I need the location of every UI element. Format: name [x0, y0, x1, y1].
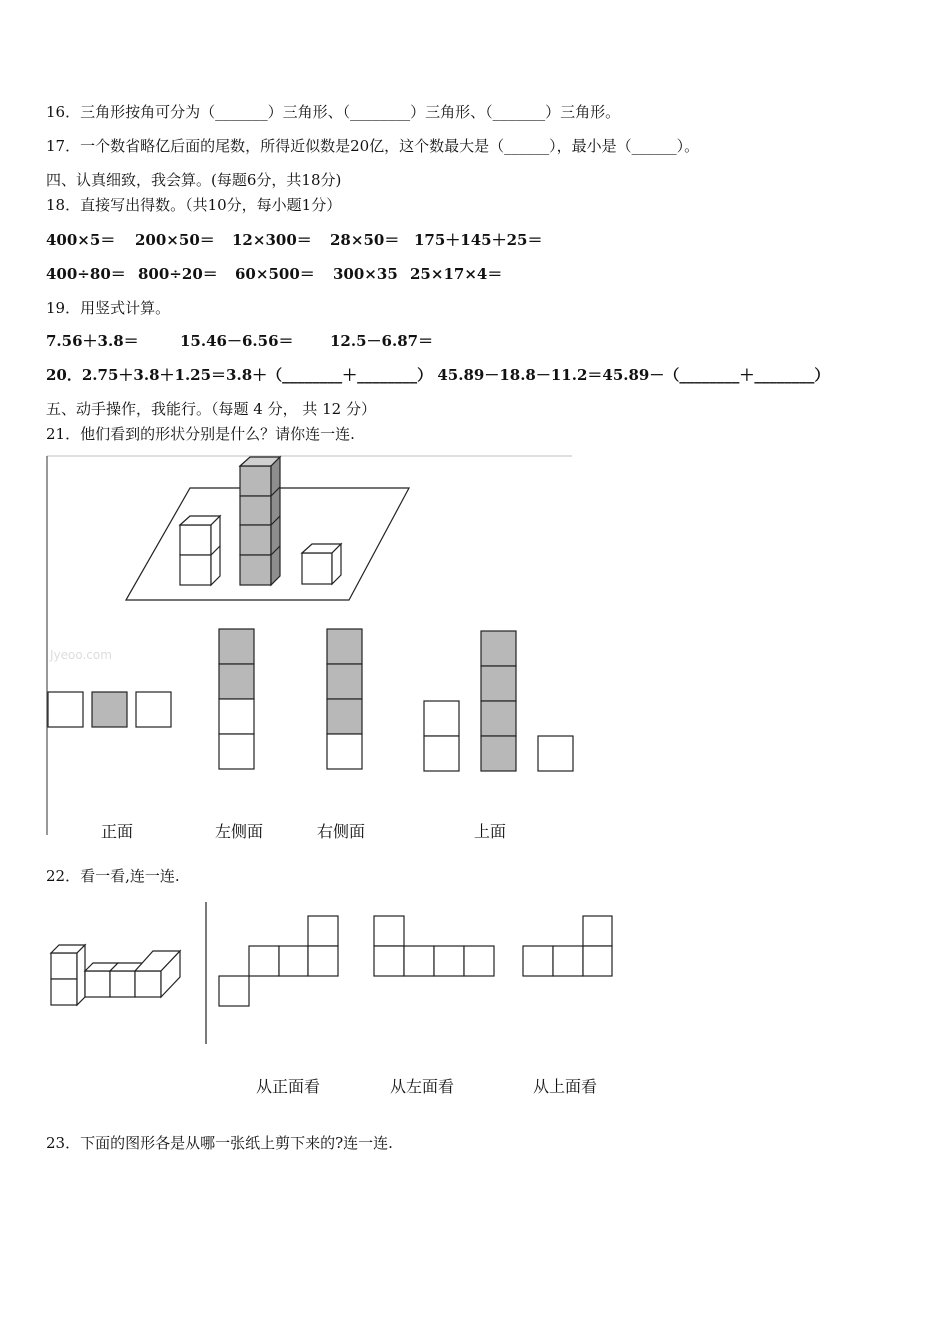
calc-item: 175＋145＋25＝	[414, 231, 543, 249]
watermark: Jyeoo.com	[50, 648, 112, 662]
q18-text: 18．直接写出得数。（共10分，每小题1分）	[46, 196, 342, 214]
section-5-title: 五、动手操作，我能行。（每题 4 分， 共 12 分）	[46, 400, 376, 418]
cube-stack-gray-4	[240, 457, 280, 585]
q21-text: 21．他们看到的形状分别是什么？请你连一连.	[46, 425, 355, 443]
calc-item: 7.56＋3.8＝	[46, 332, 139, 350]
calc-item: 400×5＝	[46, 231, 116, 249]
view-option-4[interactable]	[424, 631, 573, 771]
q16-text: 16．三角形按角可分为（_______）三角形、（________）三角形、（_______）三角形。	[46, 103, 621, 121]
view-option-3[interactable]	[327, 629, 362, 769]
calc-item: 12×300＝	[232, 231, 312, 249]
calc-item: 15.46－6.56＝	[180, 332, 294, 350]
calc-item: 300×35	[333, 265, 398, 283]
q22-cube-figure	[51, 945, 180, 1005]
view-option-1[interactable]	[48, 692, 171, 727]
caption-top: 上面	[474, 822, 507, 841]
q22-text: 22．看一看,连一连.	[46, 867, 180, 885]
caption-from-top: 从上面看	[533, 1077, 598, 1096]
q22-view-option-1[interactable]	[219, 916, 338, 1006]
cube-single-white	[302, 544, 341, 584]
calc-item: 25×17×4＝	[410, 265, 503, 283]
calc-item: 200×50＝	[135, 231, 215, 249]
caption-front: 正面	[101, 822, 134, 841]
calc-item: 28×50＝	[330, 231, 400, 249]
caption-from-front: 从正面看	[256, 1077, 321, 1096]
section-4-title: 四、认真细致，我会算。(每题6分，共18分)	[46, 171, 342, 189]
caption-right-side: 右侧面	[317, 822, 366, 841]
cube-stack-white-2	[180, 516, 220, 585]
caption-left-side: 左侧面	[215, 822, 264, 841]
q19-text: 19．用竖式计算。	[46, 299, 171, 317]
calc-item: 800÷20＝	[138, 265, 218, 283]
calc-item: 400÷80＝	[46, 265, 126, 283]
calc-item: 12.5－6.87＝	[330, 332, 434, 350]
q23-text: 23．下面的图形各是从哪一张纸上剪下来的?连一连.	[46, 1134, 393, 1152]
q20-text: 20．2.75＋3.8＋1.25＝3.8＋（________＋________） 45.89－18.8－11.2＝45.89－（________＋________）	[46, 366, 830, 384]
caption-from-left: 从左面看	[390, 1077, 455, 1096]
view-option-2[interactable]	[219, 629, 254, 769]
calc-item: 60×500＝	[235, 265, 315, 283]
q17-text: 17．一个数省略亿后面的尾数，所得近似数是20亿，这个数最大是（______），最小是（______）。	[46, 137, 700, 155]
q22-view-option-3[interactable]	[523, 916, 612, 976]
q22-view-option-2[interactable]	[374, 916, 494, 976]
